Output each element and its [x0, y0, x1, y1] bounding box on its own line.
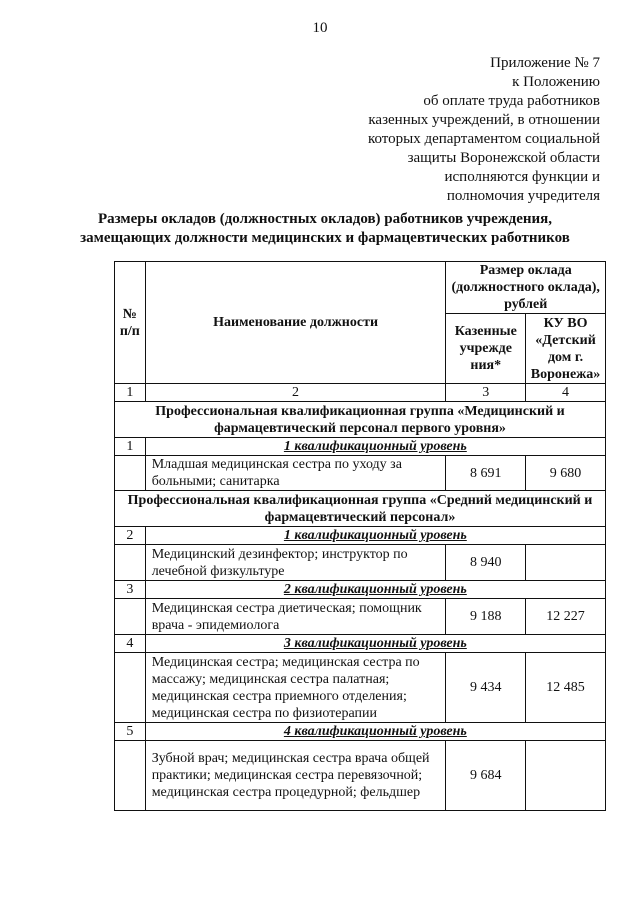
level-title: 4 квалификационный уровень	[145, 723, 605, 741]
document-title	[40, 210, 610, 248]
position-row	[115, 456, 606, 491]
position-row	[115, 599, 606, 635]
value-detsky-dom: 12 227	[526, 599, 606, 635]
empty-cell	[115, 653, 146, 723]
index-row	[115, 384, 606, 402]
value-kazennye: 8 940	[446, 545, 526, 581]
level-row	[115, 635, 606, 653]
appendix-line: к Положению	[512, 74, 600, 90]
level-title: 1 квалификационный уровень	[145, 527, 605, 545]
header-salary: Размер оклада (должностного оклада), рублей	[446, 262, 606, 314]
value-detsky-dom	[526, 741, 606, 811]
position-row	[115, 545, 606, 581]
appendix-line: которых департаментом социальной	[367, 131, 600, 147]
value-kazennye: 8 691	[446, 456, 526, 491]
value-detsky-dom	[526, 545, 606, 581]
group-row	[115, 402, 606, 438]
level-row	[115, 438, 606, 456]
salary-table	[114, 261, 606, 811]
level-num: 4	[115, 635, 146, 653]
empty-cell	[115, 456, 146, 491]
appendix-line: исполняются функции и	[444, 169, 600, 185]
title-line: Размеры окладов (должностных окладов) работников учреждения,	[97, 211, 553, 227]
index-cell: 2	[145, 384, 446, 402]
group-title: Профессиональная квалификационная группа «Средний медицинский и фармацевтический персонал»	[115, 491, 606, 527]
level-row	[115, 527, 606, 545]
empty-cell	[115, 545, 146, 581]
appendix-line: казенных учреждений, в отношении	[368, 112, 600, 128]
position-names: Зубной врач; медицинская сестра врача общей практики; медицинская сестра перевязочной; медицинская сестра процедурной; фельдшер	[145, 741, 446, 811]
appendix-line: об оплате труда работников	[423, 93, 600, 109]
header-name: Наименование должности	[145, 262, 446, 384]
empty-cell	[115, 599, 146, 635]
value-detsky-dom: 9 680	[526, 456, 606, 491]
level-num: 2	[115, 527, 146, 545]
header-col-detsky-dom: КУ ВО «Детский дом г. Воронежа»	[526, 314, 606, 384]
group-title: Профессиональная квалификационная группа «Медицинский и фармацевтический персонал первого уровня»	[115, 402, 606, 438]
index-cell: 1	[115, 384, 146, 402]
title-line: замещающих должности медицинских и фармацевтических работников	[80, 230, 570, 246]
appendix-line: Приложение № 7	[490, 55, 600, 71]
position-names: Медицинская сестра диетическая; помощник врача - эпидемиолога	[145, 599, 446, 635]
level-row	[115, 723, 606, 741]
level-num: 1	[115, 438, 146, 456]
position-names: Младшая медицинская сестра по уходу за больными; санитарка	[145, 456, 446, 491]
header-num: № п/п	[115, 262, 146, 384]
empty-cell	[115, 741, 146, 811]
value-kazennye: 9 188	[446, 599, 526, 635]
page-number: 10	[312, 20, 328, 36]
value-detsky-dom: 12 485	[526, 653, 606, 723]
position-row	[115, 653, 606, 723]
position-names: Медицинский дезинфектор; инструктор по лечебной физкультуре	[145, 545, 446, 581]
appendix-line: полномочия учредителя	[446, 188, 600, 204]
level-row	[115, 581, 606, 599]
level-title: 2 квалификационный уровень	[145, 581, 605, 599]
header-col-kazennye: Казенные учрежде ния*	[446, 314, 526, 384]
position-names: Медицинская сестра; медицинская сестра по массажу; медицинская сестра палатная; медицинская сестра приемного отделения; медицинская сестра по физиотерапии	[145, 653, 446, 723]
level-num: 5	[115, 723, 146, 741]
level-title: 1 квалификационный уровень	[145, 438, 605, 456]
value-kazennye: 9 684	[446, 741, 526, 811]
appendix-line: защиты Воронежской области	[407, 150, 600, 166]
level-title: 3 квалификационный уровень	[145, 635, 605, 653]
group-row	[115, 491, 606, 527]
index-cell: 3	[446, 384, 526, 402]
level-num: 3	[115, 581, 146, 599]
value-kazennye: 9 434	[446, 653, 526, 723]
header-row	[115, 262, 606, 314]
index-cell: 4	[526, 384, 606, 402]
appendix-note	[300, 54, 600, 206]
position-row	[115, 741, 606, 811]
